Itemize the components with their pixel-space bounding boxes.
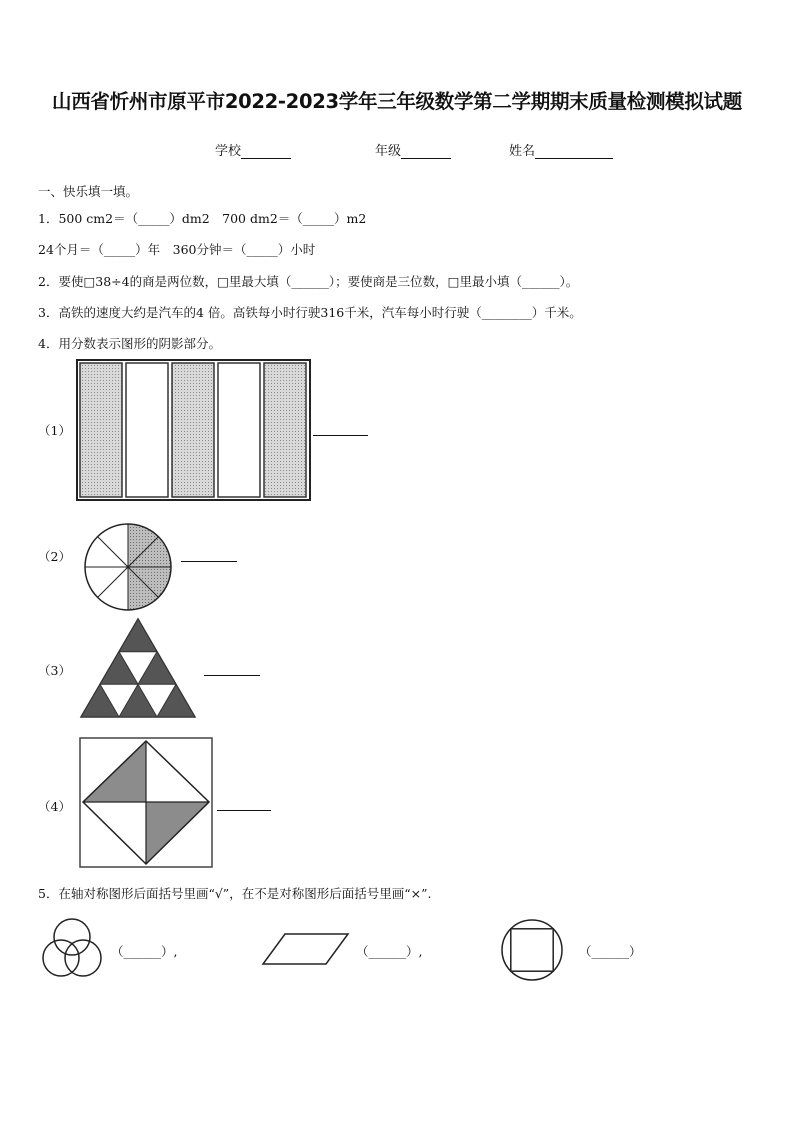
answer-line-3[interactable]: [204, 675, 260, 676]
shaded-bar: [80, 363, 122, 497]
plain-bar: [218, 363, 260, 497]
page-title: 山西省忻州市原平市2022-2023学年三年级数学第二学期期末质量检测模拟试题: [52, 90, 742, 113]
striped-rectangle-figure: [76, 359, 312, 501]
part-3-label: （3）: [38, 663, 71, 678]
answer-line-4[interactable]: [217, 810, 271, 811]
part-2-label: （2）: [38, 549, 71, 564]
grade-field[interactable]: [375, 140, 451, 159]
square-diamond-figure: [79, 737, 213, 868]
square-in-circle-figure: [500, 918, 564, 982]
grade-label: 年级: [375, 144, 402, 159]
answer-line-1[interactable]: [313, 435, 368, 436]
shaded-bar: [172, 363, 214, 497]
answer-parenthesis-2[interactable]: （______）,: [356, 944, 423, 959]
section-heading: 一、快乐填一填。: [38, 184, 139, 199]
shaded-bar: [264, 363, 306, 497]
part-4-label: （4）: [38, 799, 71, 814]
parallelogram-figure: [262, 932, 350, 966]
plain-bar: [126, 363, 168, 497]
answer-parenthesis-3[interactable]: （______）: [579, 944, 642, 959]
question-1a: 1．500 cm2＝（_____）dm2 700 dm2＝（_____）m2: [38, 211, 367, 226]
school-underline: [241, 144, 291, 159]
school-label: 学校: [215, 144, 242, 159]
answer-line-2[interactable]: [181, 561, 237, 562]
three-circles-figure: [41, 917, 103, 979]
grade-underline: [401, 144, 451, 159]
divided-circle-figure: [82, 521, 174, 613]
question-5: 5．在轴对称图形后面括号里画“√”，在不是对称图形后面括号里画“×”.: [38, 886, 432, 901]
triangle-figure: [79, 617, 197, 719]
part-1-label: （1）: [38, 423, 71, 438]
question-4: 4．用分数表示图形的阴影部分。: [38, 336, 221, 351]
question-3: 3．高铁的速度大约是汽车的4 倍。高铁每小时行驶316千米，汽车每小时行驶（________）千米。: [38, 305, 582, 320]
name-underline: [535, 144, 613, 159]
answer-parenthesis-1[interactable]: （______）,: [111, 944, 178, 959]
question-2: 2．要使□38÷4的商是两位数，□里最大填（______）；要使商是三位数，□里最小填（______）。: [38, 274, 579, 289]
name-field[interactable]: [509, 140, 613, 159]
school-field[interactable]: [215, 140, 291, 159]
question-1b: 24个月＝（_____）年 360分钟＝（_____）小时: [38, 242, 316, 257]
name-label: 姓名: [509, 144, 536, 159]
